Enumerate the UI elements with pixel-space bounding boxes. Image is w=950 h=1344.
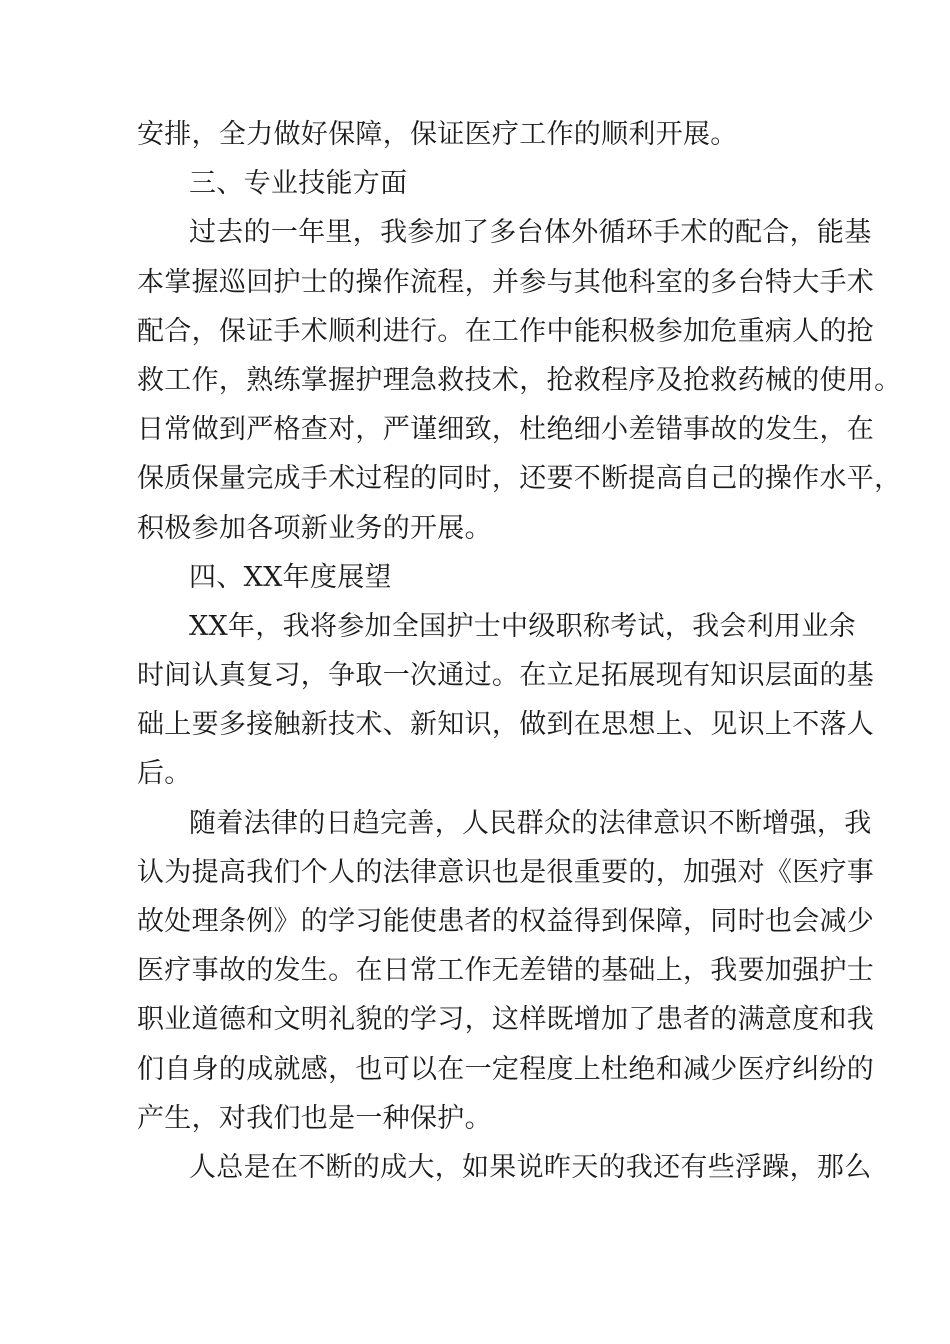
text-line: 人总是在不断的成大，如果说昨天的我还有些浮躁，那么	[189, 1151, 872, 1183]
text-line: 础上要多接触新技术、新知识，做到在思想上、见识上不落人	[137, 709, 875, 741]
document-body	[137, 110, 902, 1192]
text-line: 故处理条例》的学习能使患者的权益得到保障，同时也会减少	[137, 906, 875, 937]
text-line: 救工作，熟练掌握护理急救技术，抢救程序及抢救药械的使用。	[137, 364, 902, 396]
text-line: 时间认真复习，争取一次通过。在立足拓展现有知识层面的基	[137, 660, 875, 692]
text-line: XX年，我将参加全国护士中级职称考试，我会利用业余	[189, 610, 856, 642]
text-line: 安排，全力做好保障，保证医疗工作的顺利开展。	[137, 119, 738, 150]
text-line: 日常做到严格查对，严谨细致，杜绝细小差错事故的发生，在	[137, 414, 875, 446]
section-heading-skills: 三、专业技能方面	[189, 168, 408, 200]
text-line: 后。	[137, 758, 192, 790]
text-line: 随着法律的日趋完善，人民群众的法律意识不断增强，我	[189, 807, 872, 839]
text-line: 医疗事故的发生。在日常工作无差错的基础上，我要加强护士	[137, 955, 875, 987]
text-line: 产生，对我们也是一种保护。	[137, 1102, 492, 1134]
text-line: 们自身的成就感，也可以在一定程度上杜绝和减少医疗纠纷的	[137, 1053, 875, 1085]
text-line: 配合，保证手术顺利进行。在工作中能积极参加危重病人的抢	[137, 315, 875, 347]
text-line: 过去的一年里，我参加了多台体外循环手术的配合，能基	[189, 217, 872, 249]
text-line: 积极参加各项新业务的开展。	[137, 512, 492, 544]
text-line: 本掌握巡回护士的操作流程，并参与其他科室的多台特大手术	[137, 266, 875, 298]
section-heading-outlook: 四、XX年度展望	[189, 561, 392, 593]
text-line: 认为提高我们个人的法律意识也是很重要的，加强对《医疗事	[137, 856, 875, 888]
text-line: 职业道德和文明礼貌的学习，这样既增加了患者的满意度和我	[137, 1004, 875, 1036]
text-line: 保质保量完成手术过程的同时，还要不断提高自己的操作水平，	[137, 463, 902, 495]
